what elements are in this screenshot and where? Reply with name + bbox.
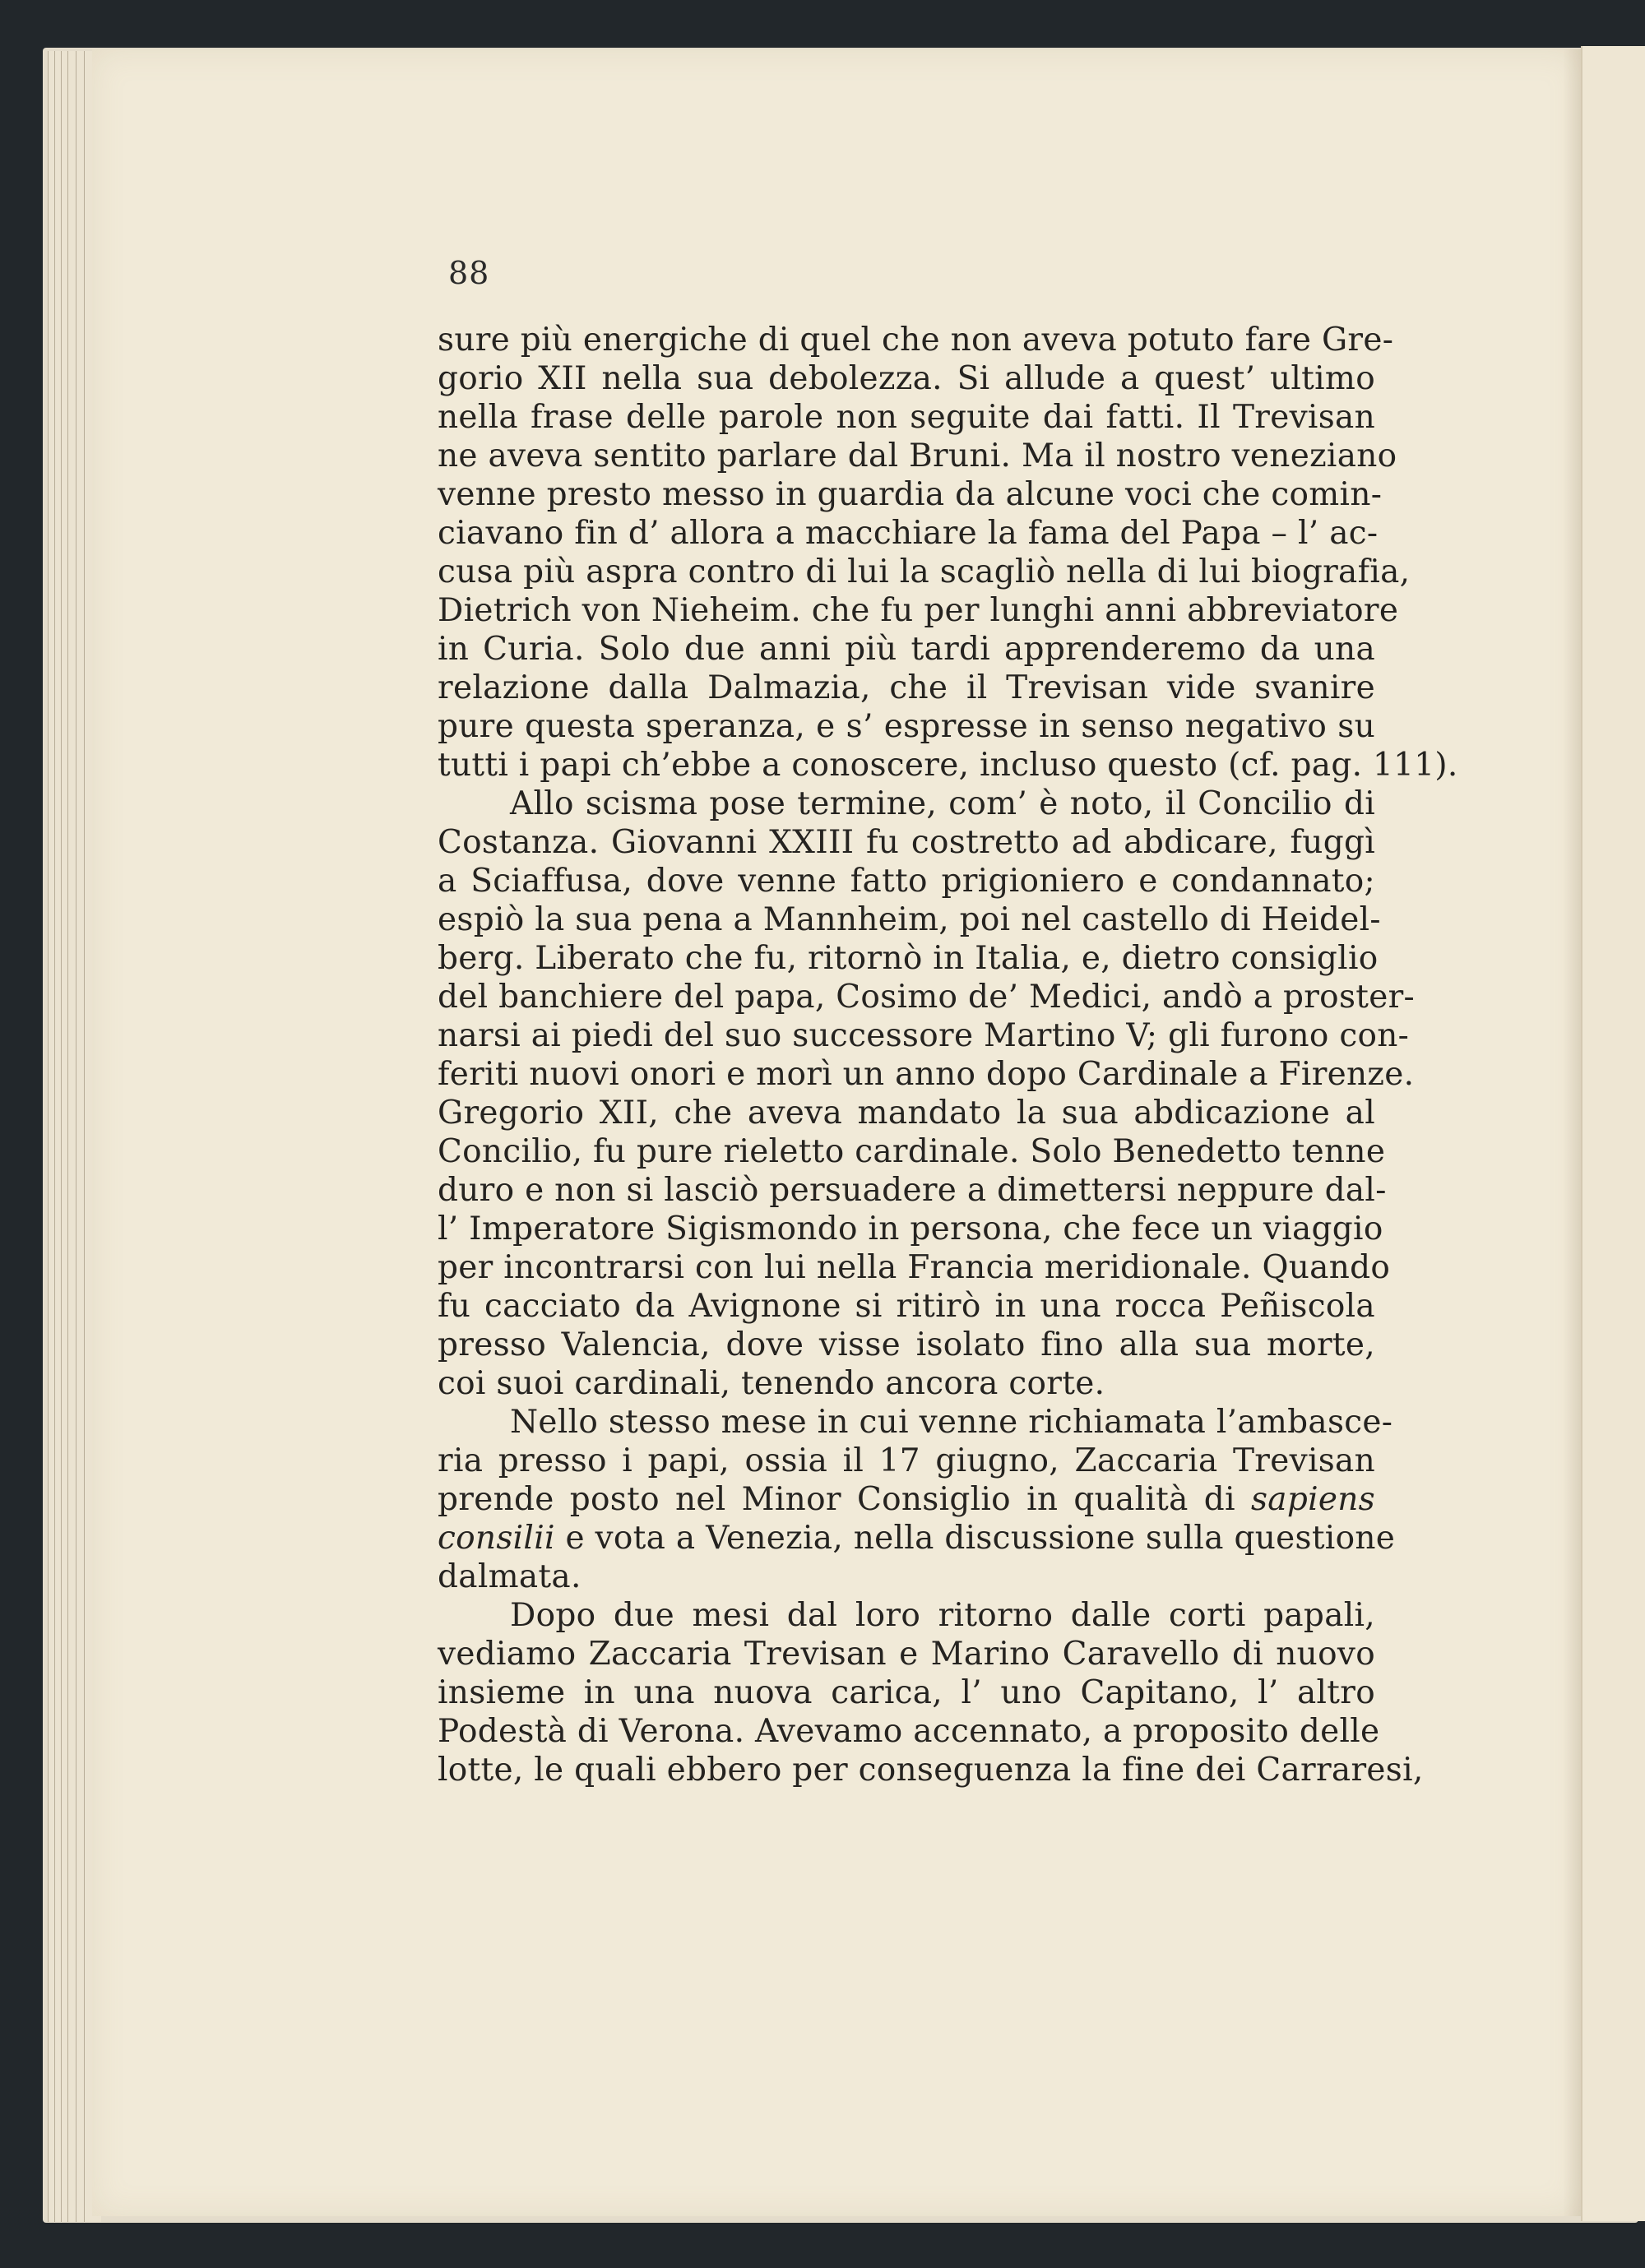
text-line: l’ Imperatore Sigismondo in persona, che fece un viaggio: [438, 1210, 1383, 1247]
text-line: pure questa speranza, e s’ espresse in senso negativo su: [438, 708, 1375, 745]
text-line: Gregorio XII, che aveva mandato la sua abdicazione al: [438, 1095, 1375, 1132]
text-line: cusa più aspra contro di lui la scagliò nella di lui biografia,: [438, 553, 1411, 590]
text-line: per incontrarsi con lui nella Francia meridionale. Quando: [438, 1249, 1391, 1286]
text-line: [438, 1519, 1396, 1558]
text-line: tutti i papi ch’ebbe a conoscere, incluso questo (cf. pag. 111).: [438, 747, 1458, 784]
paragraph-start-line: Nello stesso mese in cui venne richiamata l’ambasce-: [510, 1404, 1393, 1441]
paragraph-end-line: dalmata.: [438, 1558, 582, 1595]
text-line: berg. Liberato che fu, ritornò in Italia, e, dietro consiglio: [438, 940, 1379, 977]
paragraph-end-line: coi suoi cardinali, tenendo ancora corte.: [438, 1365, 1105, 1402]
text-line: lotte, le quali ebbero per conseguenza la fine dei Carraresi,: [438, 1752, 1424, 1789]
text-line: Concilio, fu pure rieletto cardinale. Solo Benedetto tenne: [438, 1133, 1386, 1170]
text-line: feriti nuovi onori e morì un anno dopo Cardinale a Firenze.: [438, 1056, 1415, 1093]
text-line: nella frase delle parole non seguite dai fatti. Il Trevisan: [438, 399, 1375, 436]
text-line: gorio XII nella sua debolezza. Si allude a quest’ ultimo: [438, 360, 1375, 397]
text-line: venne presto messo in guardia da alcune voci che comin-: [438, 476, 1383, 513]
text-line: Podestà di Verona. Avevamo accennato, a proposito delle: [438, 1713, 1380, 1750]
body-text: [438, 321, 1458, 1789]
text-line: duro e non si lasciò persuadere a dimettersi neppure dal-: [438, 1172, 1387, 1209]
text-line: [438, 1480, 1375, 1519]
text-line: ciavano fin d’ allora a macchiare la fama del Papa – l’ ac-: [438, 515, 1379, 552]
text-line: Costanza. Giovanni XXIII fu costretto ad abdicare, fuggì: [438, 824, 1375, 861]
text-line: insieme in una nuova carica, l’ uno Capitano, l’ altro: [438, 1674, 1375, 1711]
line-text: e vota a Venezia, nella discussione sulla questione: [565, 1520, 1396, 1557]
page-number: 88: [448, 255, 490, 291]
text-line: ne aveva sentito parlare dal Bruni. Ma il nostro veneziano: [438, 437, 1397, 474]
paragraph-start-line: Allo scisma pose termine, com’ è noto, il Concilio di: [510, 785, 1375, 822]
italic-term: consilii: [438, 1520, 555, 1557]
text-line: relazione dalla Dalmazia, che il Trevisan vide svanire: [438, 669, 1375, 706]
text-line: fu cacciato da Avignone si ritirò in una rocca Peñiscola: [438, 1288, 1375, 1325]
text-line: presso Valencia, dove visse isolato fino alla sua morte,: [438, 1326, 1375, 1363]
text-line: in Curia. Solo due anni più tardi apprenderemo da una: [438, 631, 1375, 668]
text-line: narsi ai piedi del suo successore Martino V; gli furono con-: [438, 1017, 1410, 1054]
text-line: vediamo Zaccaria Trevisan e Marino Caravello di nuovo: [438, 1636, 1375, 1673]
text-line: ria presso i papi, ossia il 17 giugno, Zaccaria Trevisan: [438, 1442, 1375, 1479]
text-line: Dietrich von Nieheim. che fu per lunghi anni abbreviatore: [438, 592, 1399, 629]
text-line: a Sciaffusa, dove venne fatto prigioniero e condannato;: [438, 863, 1375, 900]
line-text: prende posto nel Minor Consiglio in qualità di: [438, 1481, 1235, 1518]
text-line: del banchiere del papa, Cosimo de’ Medici, andò a proster-: [438, 979, 1416, 1016]
text-line: espiò la sua pena a Mannheim, poi nel castello di Heidel-: [438, 901, 1381, 938]
text-line: sure più energiche di quel che non aveva potuto fare Gre-: [438, 322, 1394, 359]
facing-page-edge: [1581, 46, 1645, 2221]
paragraph-start-line: Dopo due mesi dal loro ritorno dalle corti papali,: [510, 1597, 1375, 1634]
italic-term: sapiens: [1250, 1481, 1375, 1518]
